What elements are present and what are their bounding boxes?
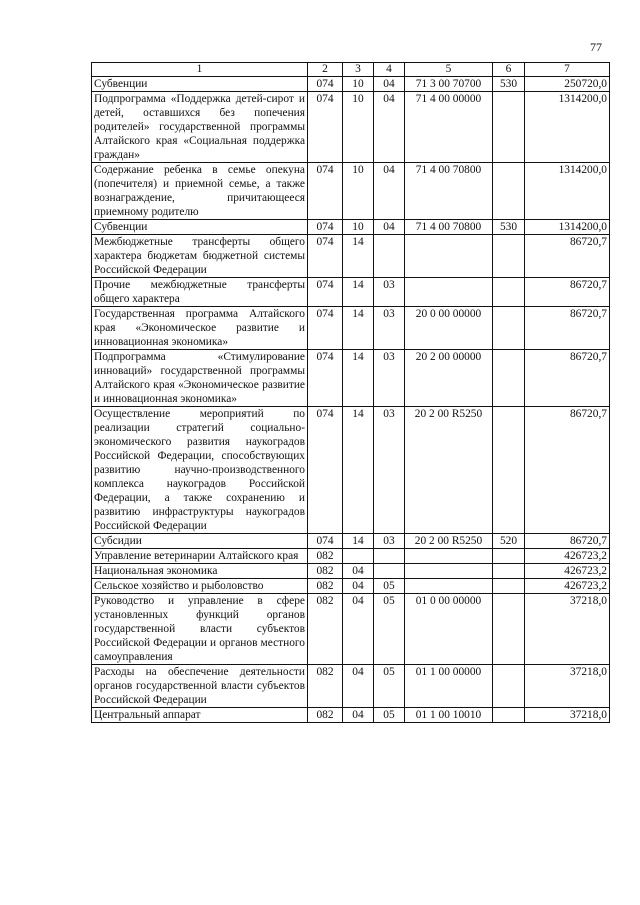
row-section: 04 (343, 708, 374, 723)
table-row (92, 235, 610, 278)
row-admin-code: 074 (308, 92, 343, 163)
row-amount: 1314200,0 (525, 220, 610, 235)
table-row (92, 92, 610, 163)
row-expense-type (493, 579, 525, 594)
row-section: 14 (343, 307, 374, 350)
row-subsection: 04 (374, 220, 405, 235)
row-expense-type (493, 708, 525, 723)
row-section: 14 (343, 235, 374, 278)
row-admin-code: 074 (308, 278, 343, 307)
row-subsection: 05 (374, 708, 405, 723)
row-subsection (374, 235, 405, 278)
row-amount: 37218,0 (525, 708, 610, 723)
header-col-7: 7 (525, 63, 610, 77)
header-col-5: 5 (405, 63, 493, 77)
row-admin-code: 074 (308, 350, 343, 407)
row-amount: 1314200,0 (525, 92, 610, 163)
row-amount: 86720,7 (525, 534, 610, 549)
row-name: Государственная программа Алтайского края «Экономическое развитие и инновационная экономика» (92, 307, 308, 350)
row-admin-code: 082 (308, 665, 343, 708)
row-expense-type: 520 (493, 534, 525, 549)
row-section: 14 (343, 350, 374, 407)
header-row (92, 63, 610, 77)
row-section: 10 (343, 77, 374, 92)
row-target-article (405, 564, 493, 579)
row-amount: 86720,7 (525, 407, 610, 534)
row-expense-type (493, 549, 525, 564)
row-subsection: 05 (374, 665, 405, 708)
row-name: Подпрограмма «Стимулирование инноваций» государственной программы Алтайского края «Экономическое развитие и инновационная экономика» (92, 350, 308, 407)
row-section (343, 549, 374, 564)
header-col-4: 4 (374, 63, 405, 77)
header-col-3: 3 (343, 63, 374, 77)
header-col-1: 1 (92, 63, 308, 77)
row-expense-type (493, 665, 525, 708)
row-section: 14 (343, 278, 374, 307)
row-section: 14 (343, 407, 374, 534)
header-col-2: 2 (308, 63, 343, 77)
row-target-article (405, 579, 493, 594)
row-admin-code: 074 (308, 163, 343, 220)
table-row (92, 307, 610, 350)
table-row (92, 220, 610, 235)
row-target-article (405, 278, 493, 307)
row-expense-type (493, 594, 525, 665)
row-name: Управление ветеринарии Алтайского края (92, 549, 308, 564)
row-admin-code: 082 (308, 579, 343, 594)
row-target-article: 01 1 00 10010 (405, 708, 493, 723)
table-row (92, 549, 610, 564)
row-admin-code: 082 (308, 549, 343, 564)
row-amount: 86720,7 (525, 278, 610, 307)
row-section: 14 (343, 534, 374, 549)
table-row (92, 77, 610, 92)
row-target-article: 20 2 00 00000 (405, 350, 493, 407)
table-header (92, 63, 610, 77)
row-section: 10 (343, 163, 374, 220)
row-name: Межбюджетные трансферты общего характера бюджетам бюджетной системы Российской Федерации (92, 235, 308, 278)
row-expense-type: 530 (493, 220, 525, 235)
row-amount: 1314200,0 (525, 163, 610, 220)
row-expense-type (493, 307, 525, 350)
row-section: 04 (343, 594, 374, 665)
row-subsection: 03 (374, 534, 405, 549)
row-admin-code: 082 (308, 564, 343, 579)
row-name: Центральный аппарат (92, 708, 308, 723)
row-subsection (374, 564, 405, 579)
table-body (92, 77, 610, 723)
row-subsection: 04 (374, 77, 405, 92)
row-section: 04 (343, 579, 374, 594)
row-admin-code: 082 (308, 708, 343, 723)
table-row (92, 594, 610, 665)
row-amount: 250720,0 (525, 77, 610, 92)
row-expense-type: 530 (493, 77, 525, 92)
row-section: 04 (343, 665, 374, 708)
table-row (92, 564, 610, 579)
row-expense-type (493, 235, 525, 278)
row-target-article: 71 4 00 70800 (405, 163, 493, 220)
row-admin-code: 074 (308, 307, 343, 350)
row-name: Субсидии (92, 534, 308, 549)
table-row (92, 278, 610, 307)
row-admin-code: 074 (308, 220, 343, 235)
row-target-article: 01 0 00 00000 (405, 594, 493, 665)
table-row (92, 407, 610, 534)
row-target-article (405, 235, 493, 278)
row-admin-code: 074 (308, 235, 343, 278)
row-amount: 86720,7 (525, 350, 610, 407)
row-target-article (405, 549, 493, 564)
table-row (92, 350, 610, 407)
row-name: Национальная экономика (92, 564, 308, 579)
row-amount: 86720,7 (525, 235, 610, 278)
table-row (92, 163, 610, 220)
header-col-6: 6 (493, 63, 525, 77)
row-name: Расходы на обеспечение деятельности органов государственной власти субъектов Российской Федерации (92, 665, 308, 708)
row-name: Подпрограмма «Поддержка детей-сирот и детей, оставшихся без попечения родителей» государственной программы Алтайского края «Социальная поддержка граждан» (92, 92, 308, 163)
row-amount: 37218,0 (525, 594, 610, 665)
row-name: Осуществление мероприятий по реализации стратегий социально-экономического развития наукоградов Российской Федерации, способствующих развитию научно-производственного комплекса наукоградов Российской Федерации, а также сохранению и развитию инфраструктуры наукоградов Российской Федерации (92, 407, 308, 534)
row-section: 10 (343, 220, 374, 235)
row-admin-code: 082 (308, 594, 343, 665)
row-expense-type (493, 278, 525, 307)
row-admin-code: 074 (308, 77, 343, 92)
table-row (92, 665, 610, 708)
row-expense-type (493, 350, 525, 407)
row-target-article: 71 4 00 00000 (405, 92, 493, 163)
row-name: Прочие межбюджетные трансферты общего характера (92, 278, 308, 307)
row-name: Содержание ребенка в семье опекуна (попечителя) и приемной семье, а также вознаграждение, причитающееся приемному родителю (92, 163, 308, 220)
row-target-article: 20 0 00 00000 (405, 307, 493, 350)
row-amount: 86720,7 (525, 307, 610, 350)
row-expense-type (493, 407, 525, 534)
row-target-article: 01 1 00 00000 (405, 665, 493, 708)
row-admin-code: 074 (308, 407, 343, 534)
row-subsection: 03 (374, 350, 405, 407)
row-target-article: 20 2 00 R5250 (405, 534, 493, 549)
row-target-article: 71 3 00 70700 (405, 77, 493, 92)
budget-table (91, 62, 610, 723)
row-target-article: 71 4 00 70800 (405, 220, 493, 235)
row-expense-type (493, 163, 525, 220)
row-amount: 37218,0 (525, 665, 610, 708)
page-number: 77 (590, 40, 602, 54)
row-amount: 426723,2 (525, 564, 610, 579)
row-subsection: 05 (374, 594, 405, 665)
row-section: 10 (343, 92, 374, 163)
row-section: 04 (343, 564, 374, 579)
row-subsection: 04 (374, 163, 405, 220)
row-name: Субвенции (92, 77, 308, 92)
row-name: Руководство и управление в сфере установленных функций органов государственной власти субъектов Российской Федерации и органов местного самоуправления (92, 594, 308, 665)
row-expense-type (493, 564, 525, 579)
row-target-article: 20 2 00 R5250 (405, 407, 493, 534)
row-name: Сельское хозяйство и рыболовство (92, 579, 308, 594)
row-admin-code: 074 (308, 534, 343, 549)
row-subsection: 04 (374, 92, 405, 163)
row-subsection (374, 549, 405, 564)
table-row (92, 579, 610, 594)
row-name: Субвенции (92, 220, 308, 235)
row-subsection: 05 (374, 579, 405, 594)
table-row (92, 708, 610, 723)
row-amount: 426723,2 (525, 549, 610, 564)
row-subsection: 03 (374, 278, 405, 307)
row-amount: 426723,2 (525, 579, 610, 594)
row-subsection: 03 (374, 407, 405, 534)
row-expense-type (493, 92, 525, 163)
row-subsection: 03 (374, 307, 405, 350)
table-row (92, 534, 610, 549)
